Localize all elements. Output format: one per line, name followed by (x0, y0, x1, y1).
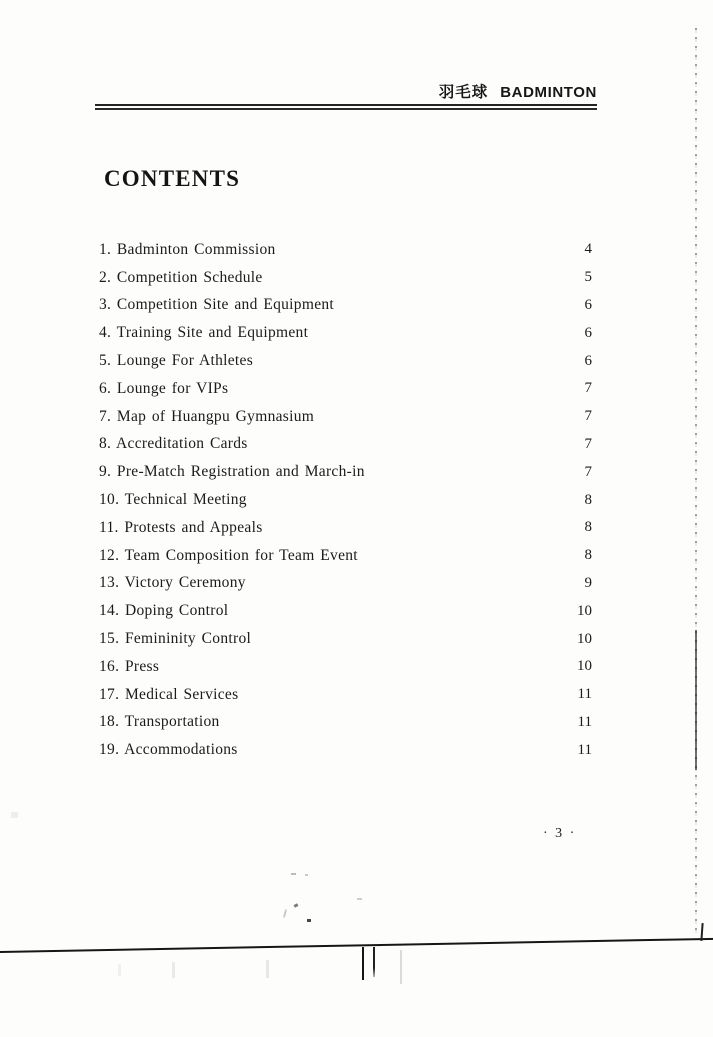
scan-bottom-right-hook (700, 923, 703, 941)
scan-vertical-mark-2 (373, 947, 375, 977)
toc-entry-label: 19. Accommodations (99, 741, 238, 759)
toc-row (99, 625, 592, 653)
page-header (0, 80, 597, 102)
toc-row (99, 486, 592, 514)
toc-entry-label: 15. Femininity Control (99, 630, 252, 648)
toc-entry-label: 2. Competition Schedule (99, 268, 263, 286)
contents-title: CONTENTS (104, 166, 241, 191)
scan-speck (283, 909, 287, 918)
scan-speck (305, 874, 308, 876)
toc-entry-page: 10 (577, 658, 592, 675)
header-title-chinese: 羽毛球 (438, 83, 489, 101)
toc-entry-page: 4 (584, 241, 592, 258)
scan-speck (357, 898, 362, 900)
toc-row (99, 319, 592, 347)
toc-row (99, 736, 592, 764)
toc-row (99, 347, 592, 375)
toc-entry-page: 6 (584, 352, 592, 369)
toc-entry-label: 6. Lounge for VIPs (99, 379, 229, 397)
toc-entry-label: 17. Medical Services (99, 685, 239, 703)
toc-entry-label: 16. Press (99, 657, 160, 675)
toc-entry-page: 6 (584, 324, 592, 341)
scan-smudge (266, 960, 269, 978)
toc-entry-label: 8. Accreditation Cards (99, 435, 248, 453)
scan-speck (307, 919, 311, 922)
toc-row (99, 597, 592, 625)
scan-bottom-page-edge-line (0, 938, 713, 953)
toc-row (99, 514, 592, 542)
toc-entry-label: 9. Pre-Match Registration and March-in (99, 463, 365, 481)
toc-entry-label: 1. Badminton Commission (99, 240, 276, 258)
toc-entry-page: 8 (584, 547, 592, 564)
toc-entry-page: 10 (577, 602, 592, 619)
toc-entry-label: 18. Transportation (99, 713, 220, 731)
toc-entry-page: 10 (577, 630, 592, 647)
toc-entry-label: 4. Training Site and Equipment (99, 324, 309, 342)
toc-entry-page: 9 (584, 574, 592, 591)
toc-entry-label: 3. Competition Site and Equipment (99, 296, 335, 314)
scan-right-edge-line (695, 28, 697, 933)
toc-entry-label: 13. Victory Ceremony (99, 574, 246, 592)
scan-smudge (118, 964, 121, 976)
toc-entry-page: 11 (577, 741, 592, 758)
page-number: · 3 · (543, 826, 577, 841)
scan-smudge (172, 962, 175, 978)
scan-right-edge-line-dark (695, 630, 697, 770)
toc-entry-page: 5 (584, 269, 592, 286)
toc-entry-label: 10. Technical Meeting (99, 491, 247, 509)
scan-speck (291, 873, 296, 875)
toc-entry-page: 7 (584, 408, 592, 425)
toc-entry-page: 7 (584, 435, 592, 452)
toc-entry-page: 7 (584, 463, 592, 480)
header-double-rule (95, 104, 597, 110)
scan-vertical-mark-faint (400, 950, 402, 984)
toc-row (99, 403, 592, 431)
scan-vertical-mark-1 (362, 947, 364, 980)
toc-entry-page: 6 (584, 296, 592, 313)
toc-entry-label: 12. Team Composition for Team Event (99, 546, 358, 564)
toc-row (99, 236, 592, 264)
toc-row (99, 681, 592, 709)
toc-entry-label: 11. Protests and Appeals (99, 518, 263, 536)
toc-entry-page: 8 (584, 491, 592, 508)
toc-entry-page: 11 (577, 713, 592, 730)
toc-entry-label: 5. Lounge For Athletes (99, 352, 254, 370)
scan-speck (11, 812, 18, 818)
toc-entry-page: 8 (584, 519, 592, 536)
toc-row (99, 570, 592, 598)
toc-entry-label: 14. Doping Control (99, 602, 229, 620)
toc-entry-page: 7 (584, 380, 592, 397)
header-title-english: BADMINTON (500, 84, 597, 101)
toc-row (99, 431, 592, 459)
toc-row (99, 375, 592, 403)
toc-row (99, 709, 592, 737)
scan-speck (294, 903, 299, 908)
toc-entry-page: 11 (577, 686, 592, 703)
toc-row (99, 292, 592, 320)
toc-row (99, 653, 592, 681)
toc-row (99, 542, 592, 570)
toc-entry-label: 7. Map of Huangpu Gymnasium (99, 407, 315, 425)
toc-list (99, 236, 592, 764)
toc-row (99, 458, 592, 486)
toc-row (99, 264, 592, 292)
